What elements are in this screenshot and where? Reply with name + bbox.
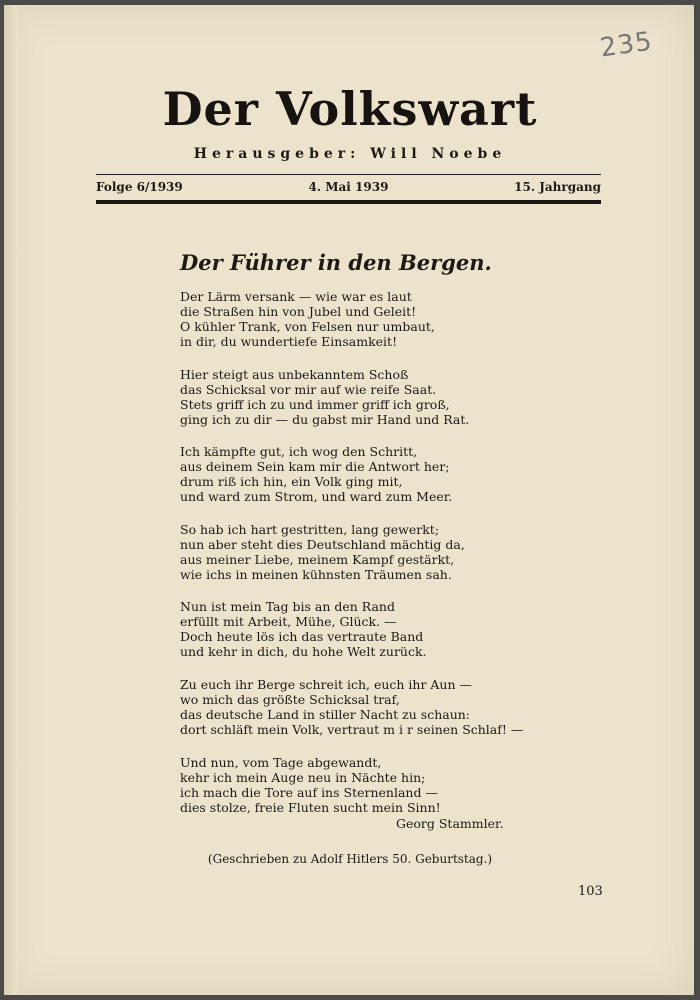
poem-line: aus deinem Sein kam mir die Antwort her; (180, 459, 450, 475)
poem-stanza (180, 599, 580, 659)
poem-line: Zu euch ihr Berge schreit ich, euch ihr Aun — (180, 676, 473, 692)
poem-line: Doch heute lös ich das vertraute Band (180, 629, 424, 645)
poem-line: Ich kämpfte gut, ich wog den Schritt, (180, 444, 418, 460)
poem-line: Hier steigt aus unbekanntem Schoß (180, 366, 409, 382)
issue-info-line (96, 180, 601, 198)
poem-title: Der Führer in den Bergen. (180, 250, 492, 275)
poem-footnote: (Geschrieben zu Adolf Hitlers 50. Geburtstag.) (207, 852, 493, 866)
poem-stanza (180, 522, 580, 582)
poem-line: ging ich zu dir — du gabst mir Hand und Rat. (180, 411, 470, 427)
header-rule-thick (96, 200, 601, 204)
poem-author: Georg Stammler. (396, 816, 504, 831)
poem-body (180, 289, 580, 832)
poem-line: Nun ist mein Tag bis an den Rand (180, 599, 395, 615)
poem-line: dies stolze, freie Fluten sucht mein Sinn! (180, 799, 441, 815)
poem-line: und kehr in dich, du hohe Welt zurück. (180, 644, 427, 660)
page-number: 103 (578, 884, 603, 899)
issue-volume: 15. Jahrgang (514, 180, 601, 194)
handwritten-margin-note: 235 (598, 26, 655, 64)
poem-line: O kühler Trank, von Felsen nur umbaut, (180, 319, 435, 334)
poem-line: wie ichs in meinen kühnsten Träumen sah. (180, 566, 452, 582)
poem-line: ich mach die Tore auf ins Sternenland — (180, 784, 438, 800)
poem-line: nun aber steht dies Deutschland mächtig da, (180, 536, 465, 552)
poem-stanza (180, 677, 580, 737)
poem-stanza (180, 444, 580, 504)
poem-line: in dir, du wundertiefe Einsamkeit! (180, 334, 398, 349)
poem-line: aus meiner Liebe, meinem Kampf gestärkt, (180, 551, 455, 567)
poem-line: und ward zum Strom, und ward zum Meer. (180, 489, 453, 505)
masthead-title: Der Volkswart (162, 82, 538, 136)
header-rule-thin (96, 174, 601, 175)
poem-stanza (180, 755, 580, 815)
poem-line: drum riß ich hin, ein Volk ging mit, (180, 474, 403, 490)
poem-line: Stets griff ich zu und immer griff ich groß, (180, 396, 450, 412)
poem-line: die Straßen hin von Jubel und Geleit! (180, 304, 417, 319)
poem-line: Und nun, vom Tage abgewandt, (180, 754, 382, 770)
poem-stanza (180, 367, 580, 427)
poem-stanza (180, 289, 580, 349)
poem-line: dort schläft mein Volk, vertraut m i r seinen Schlaf! — (180, 721, 524, 737)
issue-date: 4. Mai 1939 (308, 180, 389, 194)
publisher-line: Herausgeber: Will Noebe (193, 146, 507, 162)
poem-line: erfüllt mit Arbeit, Mühe, Glück. — (180, 614, 397, 630)
poem-line: Der Lärm versank — wie war es laut (180, 289, 412, 304)
poem-line: das Schicksal vor mir auf wie reife Saat. (180, 381, 437, 397)
issue-number: Folge 6/1939 (96, 180, 183, 194)
poem-line: kehr ich mein Auge neu in Nächte hin; (180, 769, 426, 785)
poem-line: das deutsche Land in stiller Nacht zu schaun: (180, 706, 471, 722)
poem-line: So hab ich hart gestritten, lang gewerkt; (180, 521, 440, 537)
poem-line: wo mich das größte Schicksal traf, (180, 691, 400, 707)
